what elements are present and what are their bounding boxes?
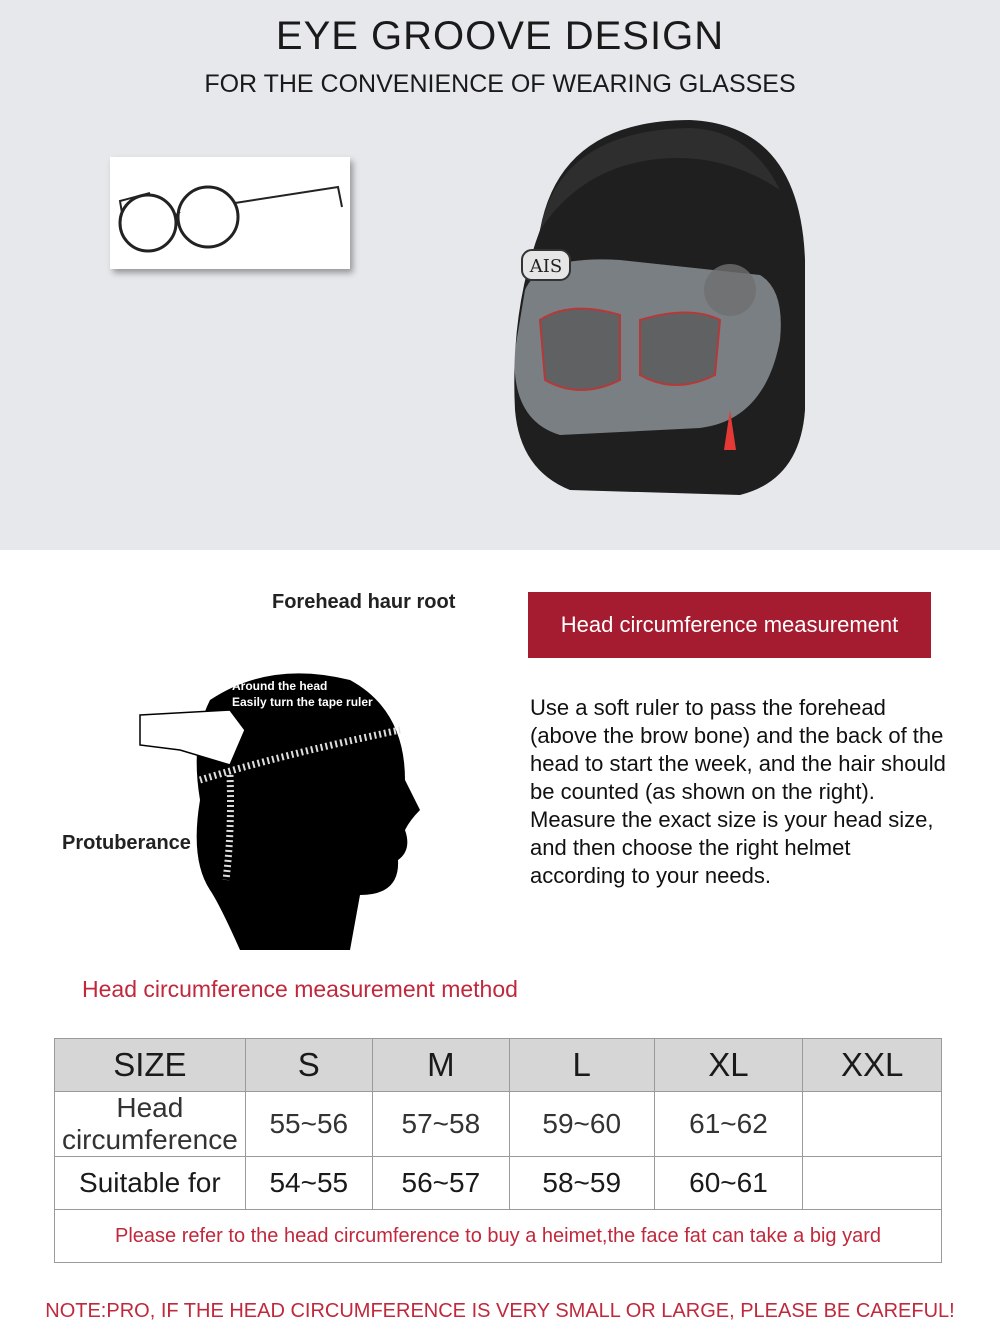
tape-caption-line1: Around the head xyxy=(232,679,328,693)
page-title: EYE GROOVE DESIGN xyxy=(275,14,725,58)
size-value xyxy=(803,1157,942,1210)
helmet-brand: AIS xyxy=(529,256,563,277)
size-value: 58~59 xyxy=(509,1157,654,1210)
row-label: Suitable for xyxy=(55,1157,246,1210)
size-value: 56~57 xyxy=(372,1157,509,1210)
table-row xyxy=(55,1157,942,1210)
size-value xyxy=(803,1092,942,1157)
size-header-row xyxy=(55,1039,942,1092)
protuberance-label: Protuberance xyxy=(62,832,191,854)
measurement-description: Use a soft ruler to pass the forehead (above the brow bone) and the back of the head to start the week, and the hair should be counted (as shown on the right). Measure the exact size is your head size, and then choose the right helmet according to your needs. xyxy=(530,695,946,888)
size-value: 61~62 xyxy=(654,1092,803,1157)
measurement-heading: Head circumference measurement xyxy=(528,592,931,658)
head-silhouette-image xyxy=(120,660,420,960)
size-header: L xyxy=(509,1039,654,1092)
tape-caption-line2: Easily turn the tape ruler xyxy=(232,695,373,709)
glasses-image xyxy=(110,157,350,269)
page-subtitle: FOR THE CONVENIENCE OF WEARING GLASSES xyxy=(204,70,796,98)
size-header: M xyxy=(372,1039,509,1092)
top-section xyxy=(0,0,1000,550)
size-value: 55~56 xyxy=(245,1092,372,1157)
forehead-label: Forehead haur root xyxy=(272,591,456,613)
size-value: 59~60 xyxy=(509,1092,654,1157)
size-table xyxy=(54,1038,942,1263)
size-header: XXL xyxy=(803,1039,942,1092)
size-value: 54~55 xyxy=(245,1157,372,1210)
size-header: S xyxy=(245,1039,372,1092)
row-label: Head circumference xyxy=(55,1092,246,1157)
table-row xyxy=(55,1092,942,1157)
size-value: 60~61 xyxy=(654,1157,803,1210)
footer-note: NOTE:PRO, IF THE HEAD CIRCUMFERENCE IS VERY SMALL OR LARGE, PLEASE BE CAREFUL! xyxy=(45,1300,955,1322)
method-label: Head circumference measurement method xyxy=(82,976,518,1002)
size-header: SIZE xyxy=(55,1039,246,1092)
size-value: 57~58 xyxy=(372,1092,509,1157)
size-header: XL xyxy=(654,1039,803,1092)
table-note: Please refer to the head circumference to buy a heimet,the face fat can take a big yard xyxy=(55,1210,942,1263)
table-note-row xyxy=(55,1210,942,1263)
helmet-image xyxy=(500,110,820,520)
glasses-icon xyxy=(110,157,350,269)
